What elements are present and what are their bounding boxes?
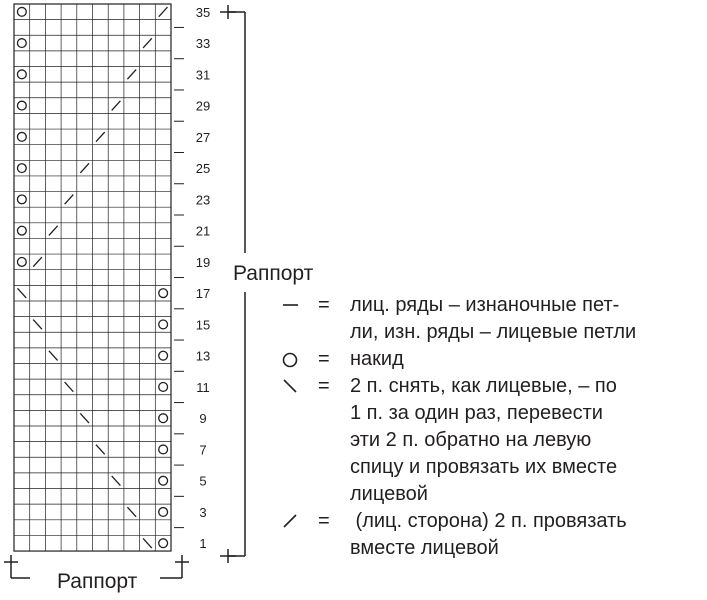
dash-icon (280, 292, 304, 319)
slash-icon (280, 508, 304, 535)
k2tog-symbol (80, 163, 89, 173)
legend-row-backslash (280, 373, 700, 508)
ssk-symbol (80, 413, 89, 423)
k2tog-symbol (49, 226, 58, 236)
yarn-over-symbol (17, 39, 26, 48)
legend-text: вместе лицевой (350, 537, 499, 559)
ssk-symbol (143, 538, 152, 548)
row-number: 15 (195, 317, 211, 333)
row-number: 11 (196, 379, 210, 395)
row-number: 7 (199, 442, 207, 458)
yarn-over-symbol (159, 414, 168, 423)
ssk-symbol (18, 288, 27, 298)
legend-text: спицу и провязать их вместе (350, 456, 618, 478)
legend-equals: = (318, 510, 330, 532)
row-number: 35 (195, 4, 211, 20)
yarn-over-symbol (159, 320, 168, 329)
k2tog-symbol (65, 195, 74, 205)
yarn-over-symbol (159, 289, 168, 298)
row-number: 17 (195, 286, 211, 302)
backslash-icon (280, 373, 304, 400)
yarn-over-symbol (159, 445, 168, 454)
legend-text: 2 п. снять, как лицевые, – по (350, 375, 617, 397)
ssk-symbol (96, 445, 105, 455)
rapport-right-label: Раппорт (233, 262, 314, 285)
ssk-symbol (65, 382, 74, 392)
legend-text: лиц. ряды – изнаночные пет- (350, 294, 620, 316)
k2tog-symbol (143, 38, 152, 48)
row-number: 19 (195, 254, 211, 270)
yarn-over-symbol (159, 351, 168, 360)
row-number: 1 (199, 536, 207, 552)
ssk-symbol (112, 476, 121, 486)
legend-row-circle (280, 346, 700, 373)
yarn-over-symbol (159, 476, 168, 485)
row-number: 9 (199, 411, 207, 427)
row-ticks (174, 27, 184, 527)
legend-text: накид (350, 348, 404, 370)
legend (280, 292, 700, 562)
legend-text: 1 п. за один раз, перевести (350, 402, 603, 424)
row-number: 33 (195, 36, 211, 52)
legend-equals: = (318, 294, 330, 316)
row-number: 27 (195, 129, 211, 145)
ssk-symbol (127, 507, 136, 517)
yarn-over-symbol (17, 101, 26, 110)
legend-equals: = (318, 375, 330, 397)
chart-grid (14, 4, 171, 551)
rapport-bottom-label: Раппорт (57, 570, 138, 593)
row-number: 21 (195, 223, 211, 239)
legend-equals: = (318, 348, 330, 370)
row-number: 31 (195, 67, 211, 83)
legend-text: эти 2 п. обратно на левую (350, 429, 592, 451)
k2tog-symbol (127, 70, 136, 80)
yarn-over-symbol (159, 508, 168, 517)
legend-text: ли, изн. ряды – лицевые петли (350, 321, 637, 343)
circle-icon (280, 346, 304, 373)
row-number: 29 (195, 98, 211, 114)
k2tog-symbol (112, 101, 121, 111)
k2tog-symbol (33, 257, 42, 267)
row-number: 3 (199, 504, 207, 520)
ssk-symbol (33, 320, 42, 330)
legend-text: лицевой (350, 483, 428, 505)
yarn-over-symbol (17, 257, 26, 266)
yarn-over-symbol (159, 539, 168, 548)
row-number: 25 (195, 161, 211, 177)
yarn-over-symbol (17, 7, 26, 16)
yarn-over-symbol (17, 164, 26, 173)
yarn-over-symbol (159, 383, 168, 392)
yarn-over-symbol (17, 195, 26, 204)
ssk-symbol (49, 351, 58, 361)
row-number: 23 (195, 192, 211, 208)
k2tog-symbol (159, 7, 168, 17)
yarn-over-symbol (17, 226, 26, 235)
yarn-over-symbol (17, 70, 26, 79)
row-number: 5 (199, 473, 207, 489)
row-number: 13 (195, 348, 211, 364)
legend-row-slash (280, 508, 700, 562)
k2tog-symbol (96, 132, 105, 142)
legend-row-dash (280, 292, 700, 346)
legend-text: (лиц. сторона) 2 п. провязать (350, 510, 627, 532)
row-numbers (196, 5, 210, 551)
yarn-over-symbol (17, 132, 26, 141)
